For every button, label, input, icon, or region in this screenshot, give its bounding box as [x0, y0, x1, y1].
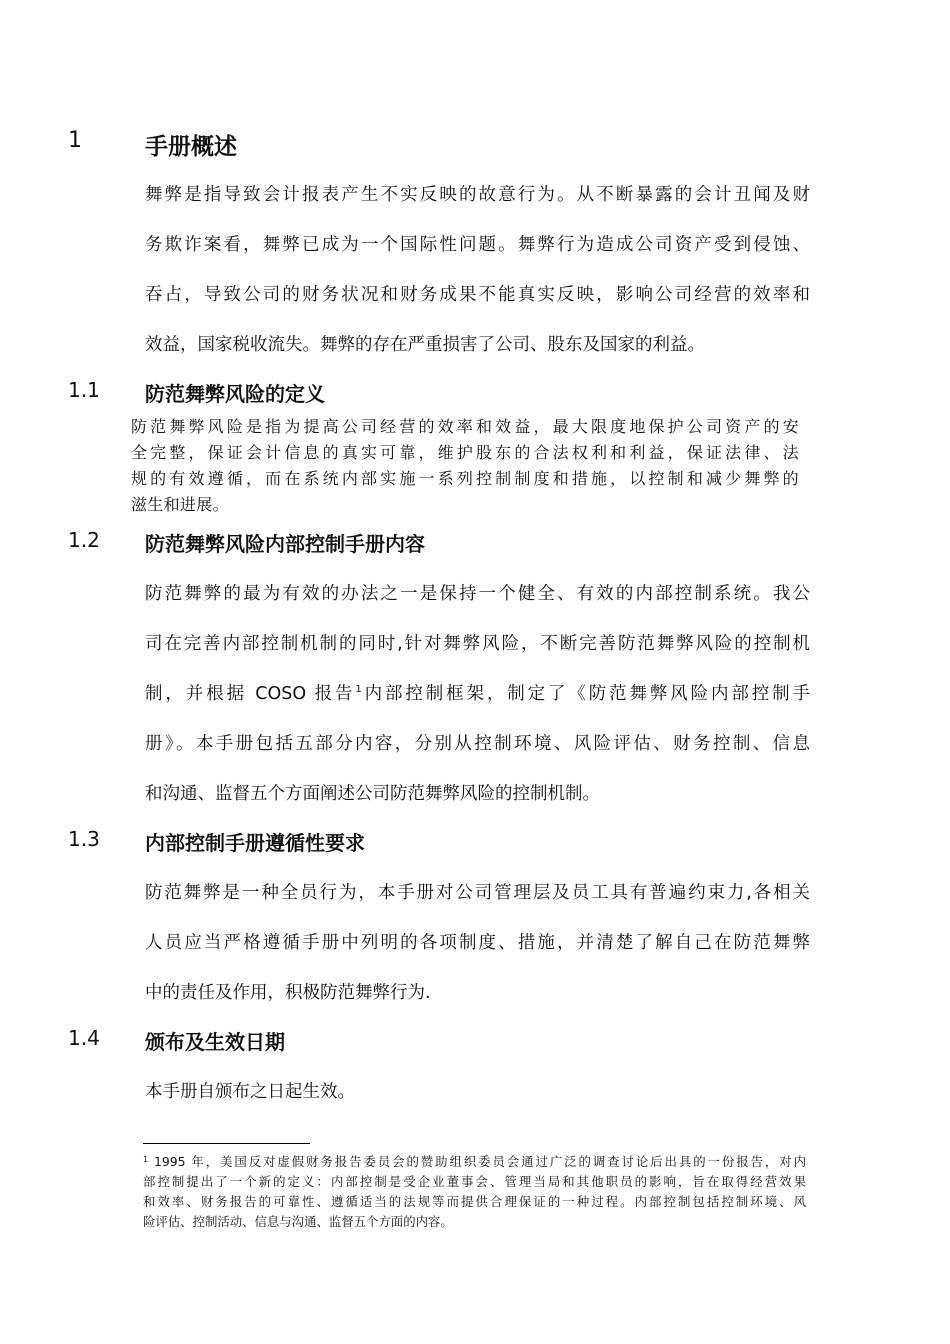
paragraph-line [145, 680, 810, 705]
paragraph-line: 滋生和进展。 [131, 495, 229, 514]
section-title: 颁布及生效日期 [145, 1030, 285, 1054]
paragraph-line: 本手册自颁布之日起生效。 [145, 1082, 355, 1102]
paragraph-line: 中的责任及作用，积极防范舞弊行为. [145, 983, 431, 1003]
section-title: 防范舞弊风险内部控制手册内容 [145, 532, 425, 556]
paragraph-line: 防范舞弊风险是指为提高公司经营的效率和效益，最大限度地保护公司资产的安 [131, 417, 799, 436]
footnote-text: 1995 年，美国反对虚假财务报告委员会的赞助组织委员会通过广泛的调查讨论后出具的一份报告，对内 [153, 1154, 806, 1169]
paragraph-line: 司在完善内部控制机制的同时,针对舞弊风险，不断完善防范舞弊风险的控制机 [145, 634, 810, 654]
paragraph-line: 和沟通、监督五个方面阐述公司防范舞弊风险的控制机制。 [145, 784, 600, 804]
paragraph-line: 舞弊是指导致会计报表产生不实反映的故意行为。从不断暴露的会计丑闻及财 [145, 185, 810, 205]
footnote-marker: 1 [143, 1155, 149, 1164]
line-text: 内部控制框架，制定了《防范舞弊风险内部控制手 [361, 684, 810, 704]
section-title: 手册概述 [145, 134, 237, 160]
paragraph-line: 防范舞弊的最为有效的办法之一是保持一个健全、有效的内部控制系统。我公 [145, 584, 810, 604]
paragraph-line: 防范舞弊是一种全员行为，本手册对公司管理层及员工具有普遍约束力,各相关 [145, 883, 810, 903]
section-number: 1 [68, 128, 82, 153]
footnote-line: 和效率、财务报告的可靠性、遵循适当的法规等而提供合理保证的一种过程。内部控制包括控制环境、风 [143, 1194, 806, 1209]
section-title: 内部控制手册遵循性要求 [145, 831, 365, 855]
section-number: 1.4 [68, 1026, 100, 1050]
footnote-ref: 1 [355, 684, 362, 695]
footnote-line: 险评估、控制活动、信息与沟通、监督五个方面的内容。 [143, 1214, 453, 1229]
paragraph-line: 效益，国家税收流失。舞弊的存在严重损害了公司、股东及国家的利益。 [145, 335, 705, 355]
line-text: 制，并根据 COSO 报告 [145, 684, 356, 704]
section-title: 防范舞弊风险的定义 [145, 382, 325, 406]
paragraph-line: 册》。本手册包括五部分内容，分别从控制环境、风险评估、财务控制、信息 [145, 734, 810, 754]
paragraph-line: 务欺诈案看，舞弊已成为一个国际性问题。舞弊行为造成公司资产受到侵蚀、 [145, 235, 810, 255]
footnote-separator [143, 1143, 310, 1144]
paragraph-line: 全完整，保证会计信息的真实可靠，维护股东的合法权利和利益，保证法律、法 [131, 443, 799, 462]
paragraph-line: 规的有效遵循，而在系统内部实施一系列控制制度和措施，以控制和减少舞弊的 [131, 469, 799, 488]
section-number: 1.2 [68, 528, 100, 552]
footnote-line: 部控制提出了一个新的定义：内部控制是受企业董事会、管理当局和其他职员的影响，旨在取得经营效果 [143, 1174, 806, 1189]
paragraph-line: 人员应当严格遵循手册中列明的各项制度、措施，并清楚了解自己在防范舞弊 [145, 933, 810, 953]
paragraph-line: 吞占，导致公司的财务状况和财务成果不能真实反映，影响公司经营的效率和 [145, 285, 810, 305]
section-number: 1.1 [68, 378, 100, 402]
footnote-line [143, 1152, 806, 1170]
section-number: 1.3 [68, 827, 100, 851]
